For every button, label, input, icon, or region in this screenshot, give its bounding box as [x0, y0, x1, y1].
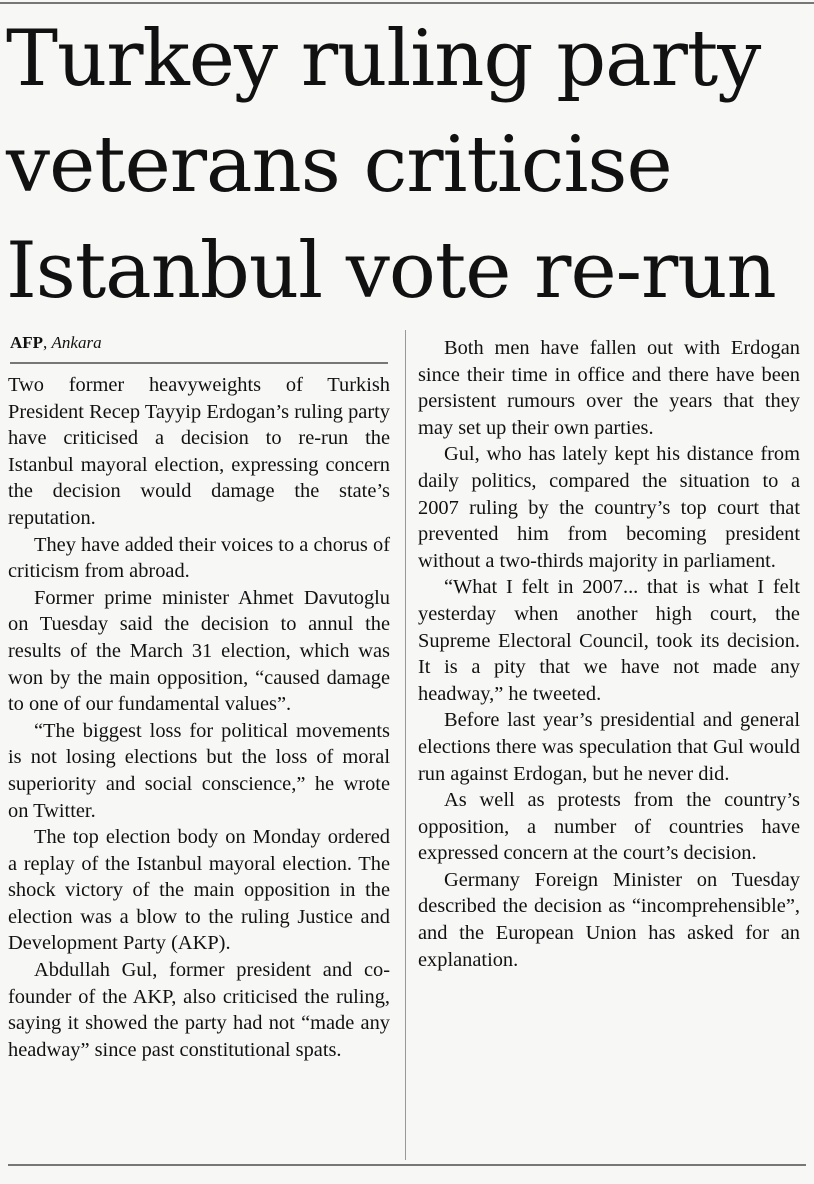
paragraph: “What I felt in 2007... that is what I felt yesterday when another high court, the Supreme Electoral Council, took its decision. It is a pity that we have not made any headway,” he tweeted. [418, 576, 800, 705]
bottom-rule [8, 1164, 806, 1166]
headline: Turkey ruling party veterans criticise Istanbul vote re-run [6, 14, 776, 316]
byline-separator: , [43, 333, 48, 352]
article-column-left [8, 372, 390, 1063]
paragraph: The top election body on Monday ordered a replay of the Istanbul mayoral election. The shock victory of the main opposition in the election was a blow to the ruling Justice and Development Party (AKP). [8, 826, 390, 955]
paragraph: “The biggest loss for political movements is not losing elections but the loss of moral superiority and social conscience,” he wrote on Twitter. [8, 719, 390, 822]
paragraph: Abdullah Gul, former president and co-founder of the AKP, also criticised the ruling, saying it showed the party had not “made any headway” since past constitutional spats. [8, 959, 390, 1061]
paragraph: As well as protests from the country’s opposition, a number of countries have expressed concern at the court’s decision. [418, 789, 800, 865]
paragraph: They have added their voices to a chorus of criticism from abroad. [8, 533, 390, 583]
paragraph: Former prime minister Ahmet Davutoglu on Tuesday said the decision to annul the results of the March 31 election, which was won by the main opposition, “caused damage to one of our fundamental values”. [8, 586, 390, 716]
article-column-right [418, 335, 800, 973]
paragraph: Germany Foreign Minister on Tuesday described the decision as “incomprehensible”, and the European Union has asked for an explanation. [418, 868, 800, 971]
byline [10, 332, 388, 364]
column-divider [405, 330, 406, 1160]
byline-location: Ankara [51, 333, 102, 352]
paragraph: Gul, who has lately kept his distance from daily politics, compared the situation to a 2007 ruling by the country’s top court that prevented him from becoming president without a two-thirds majority in parliament. [418, 443, 800, 572]
paragraph: Before last year’s presidential and general elections there was speculation that Gul would run against Erdogan, but he never did. [418, 709, 800, 785]
byline-agency: AFP [10, 333, 44, 352]
top-rule [0, 2, 814, 4]
paragraph: Both men have fallen out with Erdogan since their time in office and there have been persistent rumours over the years that they may set up their own parties. [418, 337, 800, 439]
paragraph: Two former heavyweights of Turkish President Recep Tayyip Erdogan’s ruling party have criticised a decision to re-run the Istanbul mayoral election, expressing concern the decision would damage the state’s reputation. [8, 374, 390, 529]
